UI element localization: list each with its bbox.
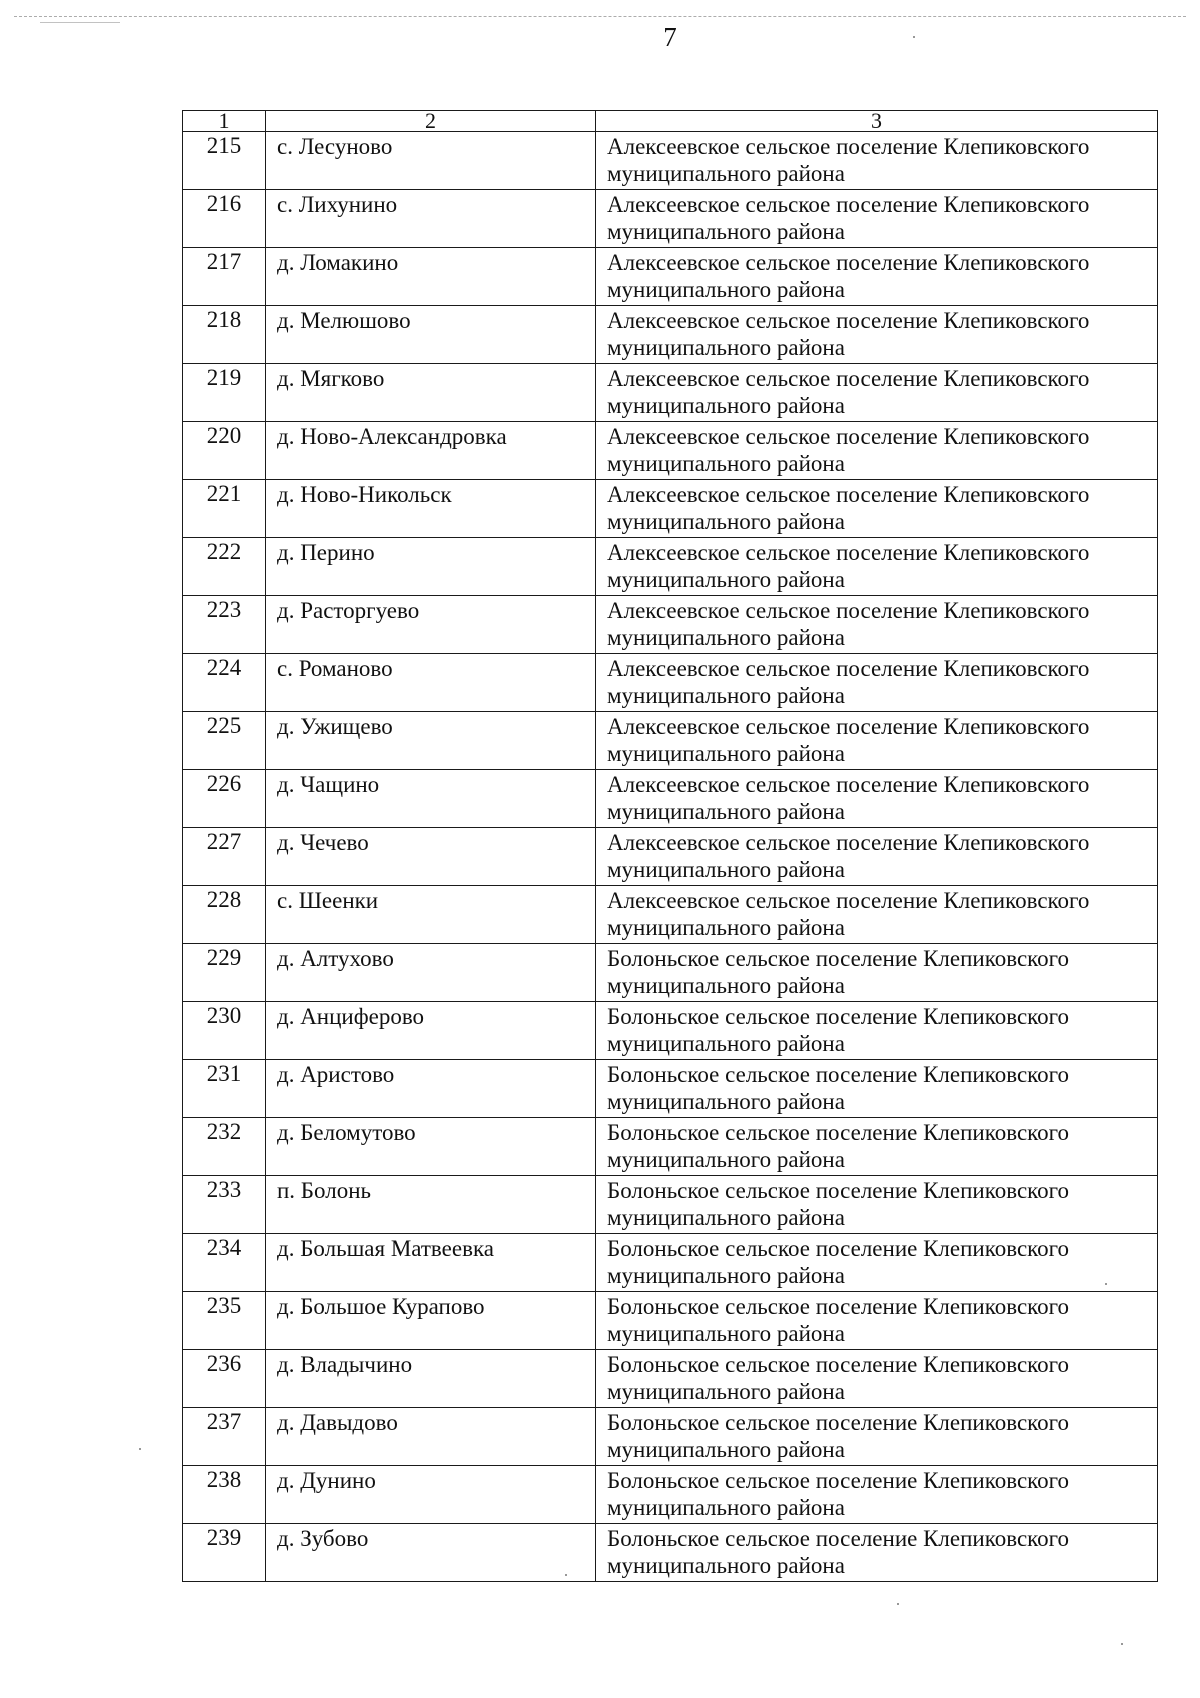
table-row xyxy=(183,886,1158,944)
municipality-cell: Алексеевское сельское поселение Клепиковского муниципального района xyxy=(596,364,1158,422)
table-row xyxy=(183,1524,1158,1582)
municipality-cell: Алексеевское сельское поселение Клепиковского муниципального района xyxy=(596,132,1158,190)
row-number-cell: 219 xyxy=(183,364,266,422)
table-row xyxy=(183,1408,1158,1466)
row-number-cell: 223 xyxy=(183,596,266,654)
table-row xyxy=(183,1234,1158,1292)
table-row xyxy=(183,654,1158,712)
row-number-cell: 220 xyxy=(183,422,266,480)
municipality-cell: Болоньское сельское поселение Клепиковского муниципального района xyxy=(596,1176,1158,1234)
scan-speck xyxy=(1105,1283,1107,1285)
settlement-name-cell: д. Ужищево xyxy=(266,712,596,770)
table-row xyxy=(183,190,1158,248)
table-row xyxy=(183,1118,1158,1176)
municipality-cell: Алексеевское сельское поселение Клепиковского муниципального района xyxy=(596,654,1158,712)
table-body xyxy=(183,132,1158,1582)
settlement-name-cell: п. Болонь xyxy=(266,1176,596,1234)
municipality-cell: Алексеевское сельское поселение Клепиковского муниципального района xyxy=(596,422,1158,480)
municipality-cell: Болоньское сельское поселение Клепиковского муниципального района xyxy=(596,944,1158,1002)
row-number-cell: 222 xyxy=(183,538,266,596)
settlement-name-cell: д. Анциферово xyxy=(266,1002,596,1060)
municipality-cell: Болоньское сельское поселение Клепиковского муниципального района xyxy=(596,1524,1158,1582)
municipality-cell: Болоньское сельское поселение Клепиковского муниципального района xyxy=(596,1408,1158,1466)
column-header-municipality: 3 xyxy=(596,111,1158,132)
row-number-cell: 237 xyxy=(183,1408,266,1466)
settlement-name-cell: д. Беломутово xyxy=(266,1118,596,1176)
table-row xyxy=(183,538,1158,596)
settlement-name-cell: с. Романово xyxy=(266,654,596,712)
municipality-cell: Болоньское сельское поселение Клепиковского муниципального района xyxy=(596,1466,1158,1524)
municipality-cell: Болоньское сельское поселение Клепиковского муниципального района xyxy=(596,1002,1158,1060)
settlement-name-cell: д. Ново-Никольск xyxy=(266,480,596,538)
municipality-cell: Болоньское сельское поселение Клепиковского муниципального района xyxy=(596,1292,1158,1350)
scan-speck xyxy=(139,1448,141,1450)
settlement-name-cell: д. Чечево xyxy=(266,828,596,886)
municipality-cell: Алексеевское сельское поселение Клепиковского муниципального района xyxy=(596,886,1158,944)
table-row xyxy=(183,364,1158,422)
settlement-name-cell: д. Владычино xyxy=(266,1350,596,1408)
municipality-cell: Алексеевское сельское поселение Клепиковского муниципального района xyxy=(596,596,1158,654)
scan-speck xyxy=(565,1574,567,1576)
column-header-settlement: 2 xyxy=(266,111,596,132)
row-number-cell: 228 xyxy=(183,886,266,944)
municipality-cell: Алексеевское сельское поселение Клепиковского муниципального района xyxy=(596,190,1158,248)
row-number-cell: 225 xyxy=(183,712,266,770)
table-row xyxy=(183,248,1158,306)
scan-edge-line xyxy=(14,16,1186,17)
settlement-name-cell: д. Ново-Александровка xyxy=(266,422,596,480)
table-row xyxy=(183,480,1158,538)
table-row xyxy=(183,1292,1158,1350)
table-row xyxy=(183,828,1158,886)
scan-speck xyxy=(913,36,915,38)
row-number-cell: 233 xyxy=(183,1176,266,1234)
municipality-cell: Болоньское сельское поселение Клепиковского муниципального района xyxy=(596,1234,1158,1292)
row-number-cell: 230 xyxy=(183,1002,266,1060)
row-number-cell: 231 xyxy=(183,1060,266,1118)
scan-speck xyxy=(1121,1643,1123,1645)
settlement-name-cell: д. Большое Курапово xyxy=(266,1292,596,1350)
table-row xyxy=(183,596,1158,654)
column-header-number: 1 xyxy=(183,111,266,132)
settlement-name-cell: с. Лихунино xyxy=(266,190,596,248)
row-number-cell: 218 xyxy=(183,306,266,364)
municipality-cell: Болоньское сельское поселение Клепиковского муниципального района xyxy=(596,1350,1158,1408)
municipality-cell: Алексеевское сельское поселение Клепиковского муниципального района xyxy=(596,712,1158,770)
row-number-cell: 221 xyxy=(183,480,266,538)
table-row xyxy=(183,1060,1158,1118)
settlement-name-cell: д. Аристово xyxy=(266,1060,596,1118)
settlement-name-cell: д. Зубово xyxy=(266,1524,596,1582)
row-number-cell: 227 xyxy=(183,828,266,886)
table-row xyxy=(183,712,1158,770)
row-number-cell: 235 xyxy=(183,1292,266,1350)
row-number-cell: 229 xyxy=(183,944,266,1002)
settlement-name-cell: с. Лесуново xyxy=(266,132,596,190)
row-number-cell: 226 xyxy=(183,770,266,828)
settlement-name-cell: д. Чащино xyxy=(266,770,596,828)
table-row xyxy=(183,1466,1158,1524)
row-number-cell: 216 xyxy=(183,190,266,248)
settlement-name-cell: д. Мелюшово xyxy=(266,306,596,364)
municipality-cell: Алексеевское сельское поселение Клепиковского муниципального района xyxy=(596,828,1158,886)
table-row xyxy=(183,306,1158,364)
table-row xyxy=(183,422,1158,480)
row-number-cell: 238 xyxy=(183,1466,266,1524)
municipality-cell: Алексеевское сельское поселение Клепиковского муниципального района xyxy=(596,538,1158,596)
row-number-cell: 234 xyxy=(183,1234,266,1292)
scan-speck xyxy=(897,1603,899,1605)
row-number-cell: 215 xyxy=(183,132,266,190)
settlement-name-cell: д. Ломакино xyxy=(266,248,596,306)
municipality-cell: Алексеевское сельское поселение Клепиковского муниципального района xyxy=(596,248,1158,306)
row-number-cell: 224 xyxy=(183,654,266,712)
settlement-name-cell: д. Мягково xyxy=(266,364,596,422)
table-row xyxy=(183,944,1158,1002)
page-number: 7 xyxy=(663,22,677,52)
row-number-cell: 239 xyxy=(183,1524,266,1582)
table-row xyxy=(183,1176,1158,1234)
row-number-cell: 217 xyxy=(183,248,266,306)
settlement-name-cell: д. Алтухово xyxy=(266,944,596,1002)
table-header-row xyxy=(183,111,1158,132)
table-row xyxy=(183,1002,1158,1060)
table-row xyxy=(183,1350,1158,1408)
table-row xyxy=(183,770,1158,828)
settlement-name-cell: д. Дунино xyxy=(266,1466,596,1524)
settlements-table xyxy=(182,110,1158,1582)
settlement-name-cell: д. Давыдово xyxy=(266,1408,596,1466)
municipality-cell: Болоньское сельское поселение Клепиковского муниципального района xyxy=(596,1060,1158,1118)
row-number-cell: 236 xyxy=(183,1350,266,1408)
row-number-cell: 232 xyxy=(183,1118,266,1176)
settlement-name-cell: д. Большая Матвеевка xyxy=(266,1234,596,1292)
settlement-name-cell: с. Шеенки xyxy=(266,886,596,944)
table-row xyxy=(183,132,1158,190)
municipality-cell: Алексеевское сельское поселение Клепиковского муниципального района xyxy=(596,770,1158,828)
municipality-cell: Алексеевское сельское поселение Клепиковского муниципального района xyxy=(596,306,1158,364)
settlement-name-cell: д. Перино xyxy=(266,538,596,596)
settlement-name-cell: д. Расторгуево xyxy=(266,596,596,654)
municipality-cell: Алексеевское сельское поселение Клепиковского муниципального района xyxy=(596,480,1158,538)
municipality-cell: Болоньское сельское поселение Клепиковского муниципального района xyxy=(596,1118,1158,1176)
